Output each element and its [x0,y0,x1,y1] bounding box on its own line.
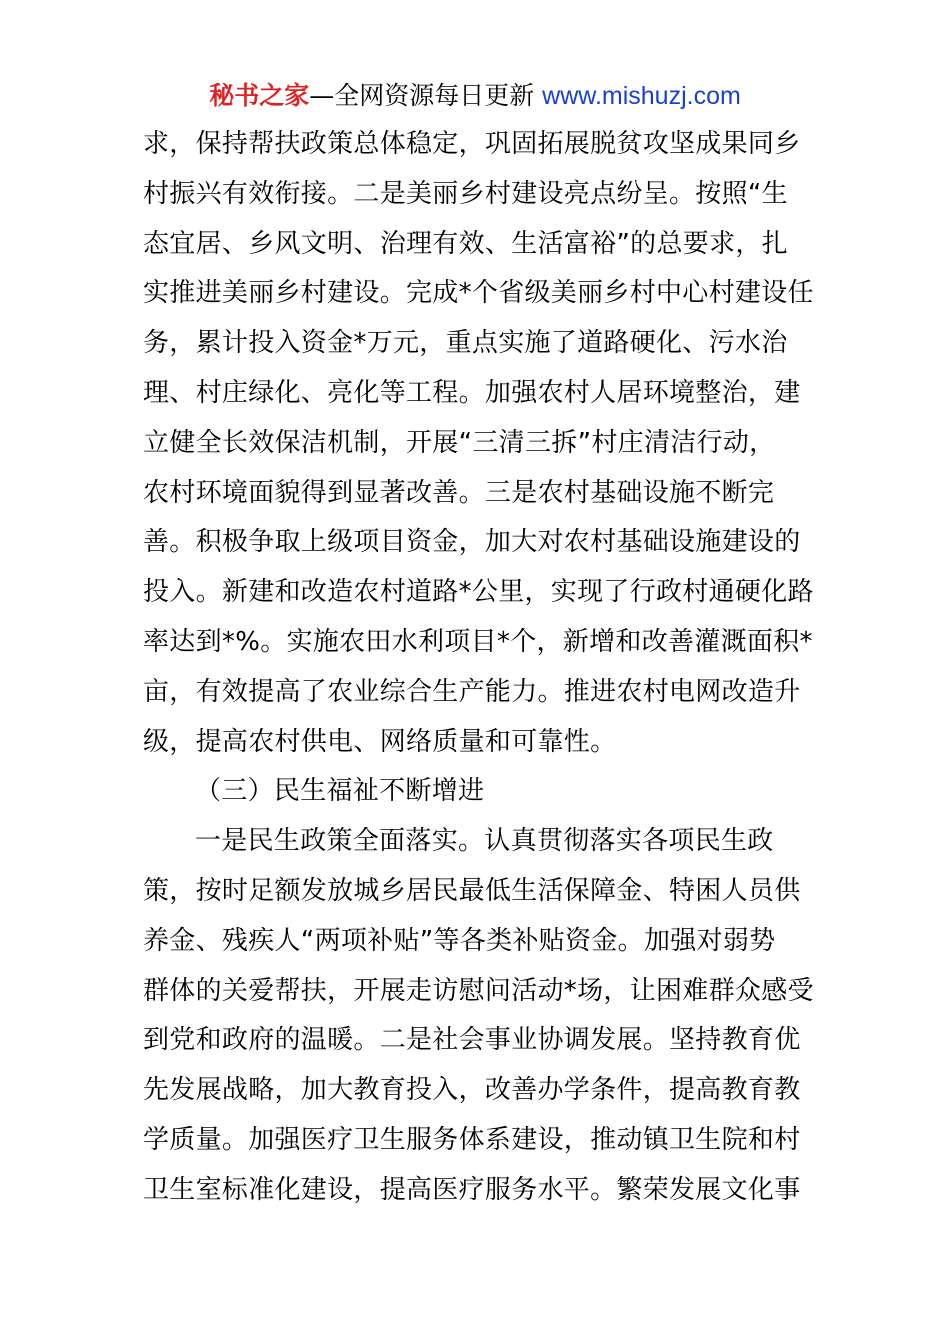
site-brand: 秘书之家 [209,81,310,110]
text-line: 亩，有效提高了农业综合生产能力。推进农村电网改造升 [143,676,801,707]
text-line: 先发展战略，加大教育投入，改善办学条件，提高教育教 [143,1075,801,1106]
site-tagline: —全网资源每日更新 [309,81,543,110]
text-line: 实推进美丽乡村建设。完成*个省级美丽乡村中心村建设任 [143,278,814,309]
text-line: 善。积极争取上级项目资金，加大对农村基础设施建设的 [143,527,801,558]
paragraph-first-line: 一是民生政策全面落实。认真贯彻落实各项民生政 [195,826,774,857]
text-line: 卫生室标准化建设，提高医疗服务水平。繁荣发展文化事 [143,1174,801,1205]
text-line: 理、村庄绿化、亮化等工程。加强农村人居环境整治，建 [143,377,801,408]
text-line: 态宜居、乡风文明、治理有效、生活富裕”的总要求，扎 [143,228,788,259]
document-body [143,120,814,1216]
text-line: 求，保持帮扶政策总体稳定，巩固拓展脱贫攻坚成果同乡 [143,129,801,159]
text-line: 投入。新建和改造农村道路*公里，实现了行政村通硬化路 [143,577,814,608]
text-line: 到党和政府的温暖。二是社会事业协调发展。坚持教育优 [143,1025,801,1056]
text-line: 养金、残疾人“两项补贴”等各类补贴资金。加强对弱势 [143,925,776,956]
text-line: 级，提高农村供电、网络质量和可靠性。 [143,726,617,757]
text-line: 率达到*%。实施农田水利项目*个，新增和改善灌溉面积* [143,626,813,657]
site-url-link[interactable]: www.mishuzj.com [542,82,741,110]
text-line: 立健全长效保洁机制，开展“三清三拆”村庄清洁行动， [143,427,776,458]
text-line: 务，累计投入资金*万元，重点实施了道路硬化、污水治 [143,328,788,359]
text-line: 群体的关爱帮扶，开展走访慰问活动*场，让困难群众感受 [143,975,814,1006]
section-heading: （三）民生福祉不断增进 [195,776,485,807]
text-line: 村振兴有效衔接。二是美丽乡村建设亮点纷呈。按照“生 [143,178,788,209]
text-line: 学质量。加强医疗卫生服务体系建设，推动镇卫生院和村 [143,1124,801,1155]
text-line: 农村环境面貌得到显著改善。三是农村基础设施不断完 [143,477,775,508]
text-line: 策，按时足额发放城乡居民最低生活保障金、特困人员供 [143,875,801,906]
site-header [0,80,950,112]
